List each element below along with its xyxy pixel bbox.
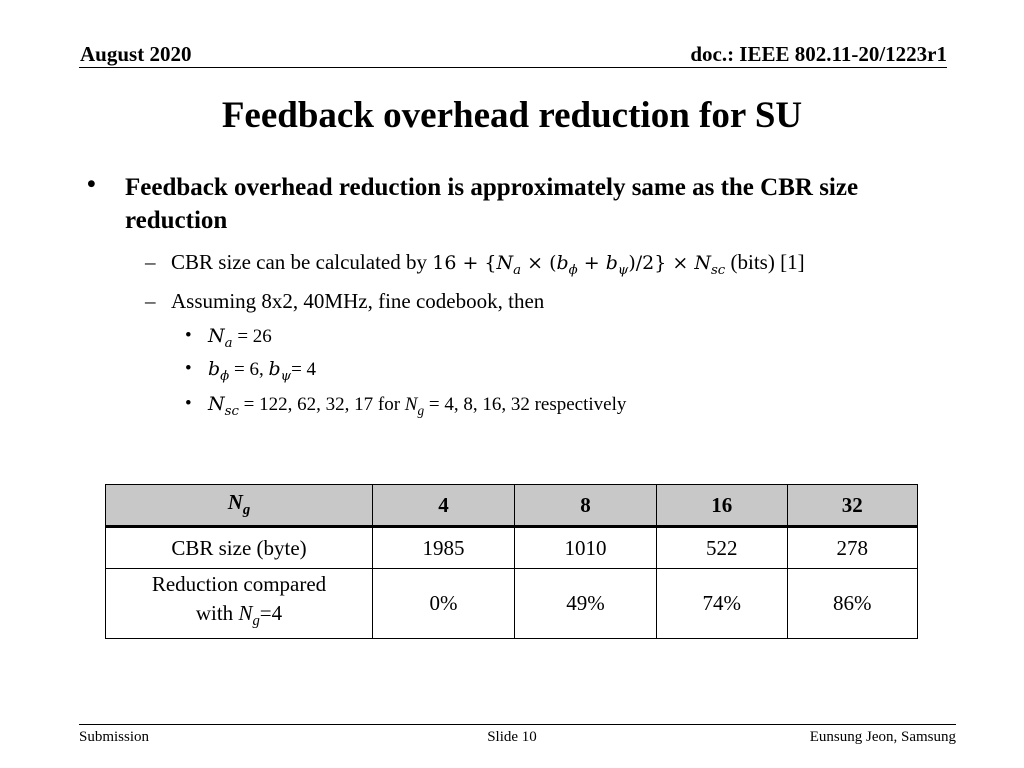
table-cell: 74%	[657, 569, 787, 639]
table-row	[106, 569, 918, 639]
ng-symbol: $N_g$	[404, 394, 425, 418]
item-marker: •	[185, 393, 192, 414]
header-divider	[79, 67, 947, 68]
formula-na: $N_a$	[496, 252, 522, 278]
dash-marker: –	[145, 250, 156, 274]
item-marker: •	[185, 358, 192, 379]
table-cell: 1985	[373, 527, 515, 569]
formula-part-b: × (	[521, 252, 557, 274]
footer-submission: Submission	[79, 729, 150, 745]
table-cell: 86%	[787, 569, 918, 639]
cbr-size-table	[105, 484, 918, 639]
bullet-main-text: Feedback overhead reduction is approximately same as the CBR size reduction	[125, 174, 859, 234]
table-cell: 0%	[373, 569, 515, 639]
table-header-row	[106, 485, 918, 527]
item-marker: •	[185, 325, 192, 346]
table-cell: 278	[787, 527, 918, 569]
formula-part-a: 16 + {	[432, 252, 497, 274]
formula-nsc: $N_{sc}$	[694, 252, 726, 278]
footer-author: Eunsung Jeon, Samsung	[809, 729, 956, 745]
table-row-label: CBR size (byte)	[106, 527, 373, 569]
formula-bpsi: $b_\psi$	[605, 252, 629, 278]
footer-divider	[79, 724, 956, 725]
na-symbol: $N_a$	[208, 325, 233, 351]
na-value-item: $N_a = 26$	[208, 325, 272, 351]
nsc-symbol: $N_{sc}$	[208, 393, 239, 419]
assumption-text: Assuming 8x2, 40MHz, fine codebook, then	[171, 289, 545, 313]
header-doc-id: doc.: IEEE 802.11-20/1223r1	[690, 42, 947, 66]
formula-part-d: )/2} ×	[628, 252, 695, 274]
table-header-ng: $N_g$	[106, 485, 373, 527]
footer-slide-number: Slide 10	[487, 729, 537, 745]
nsc-values-item: $N_{sc} = 122$, 62, 32, 17 for $N_g = 4$, 8, 16, 32 respectively	[208, 393, 627, 419]
cbr-formula-prefix: CBR size can be calculated by	[171, 250, 427, 274]
bpsi-symbol: $b_\psi$	[268, 358, 292, 384]
formula-bphi: $b_\phi$	[556, 252, 578, 278]
header-date: August 2020	[80, 42, 192, 66]
table-header-cell: 32	[787, 485, 918, 527]
table-header-cell: 8	[515, 485, 657, 527]
table-header-cell: 16	[657, 485, 787, 527]
dash-marker: –	[145, 289, 156, 313]
slide-title: Feedback overhead reduction for SU	[221, 95, 803, 136]
table-cell: 49%	[515, 569, 657, 639]
formula-part-c: +	[577, 252, 606, 274]
b-values-item: $b_\phi = 6$, $b_\psi= 4$	[208, 358, 317, 384]
table-cell: 522	[657, 527, 787, 569]
table-header-cell: 4	[373, 485, 515, 527]
cbr-formula-suffix: (bits) [1]	[730, 250, 805, 274]
bullet-marker: •	[87, 171, 96, 198]
table-cell: 1010	[515, 527, 657, 569]
table-row-label: Reduction compared with $N_g=4$	[106, 569, 373, 639]
cbr-formula-line	[171, 250, 805, 278]
table-row	[106, 527, 918, 569]
bphi-symbol: $b_\phi$	[208, 358, 230, 384]
